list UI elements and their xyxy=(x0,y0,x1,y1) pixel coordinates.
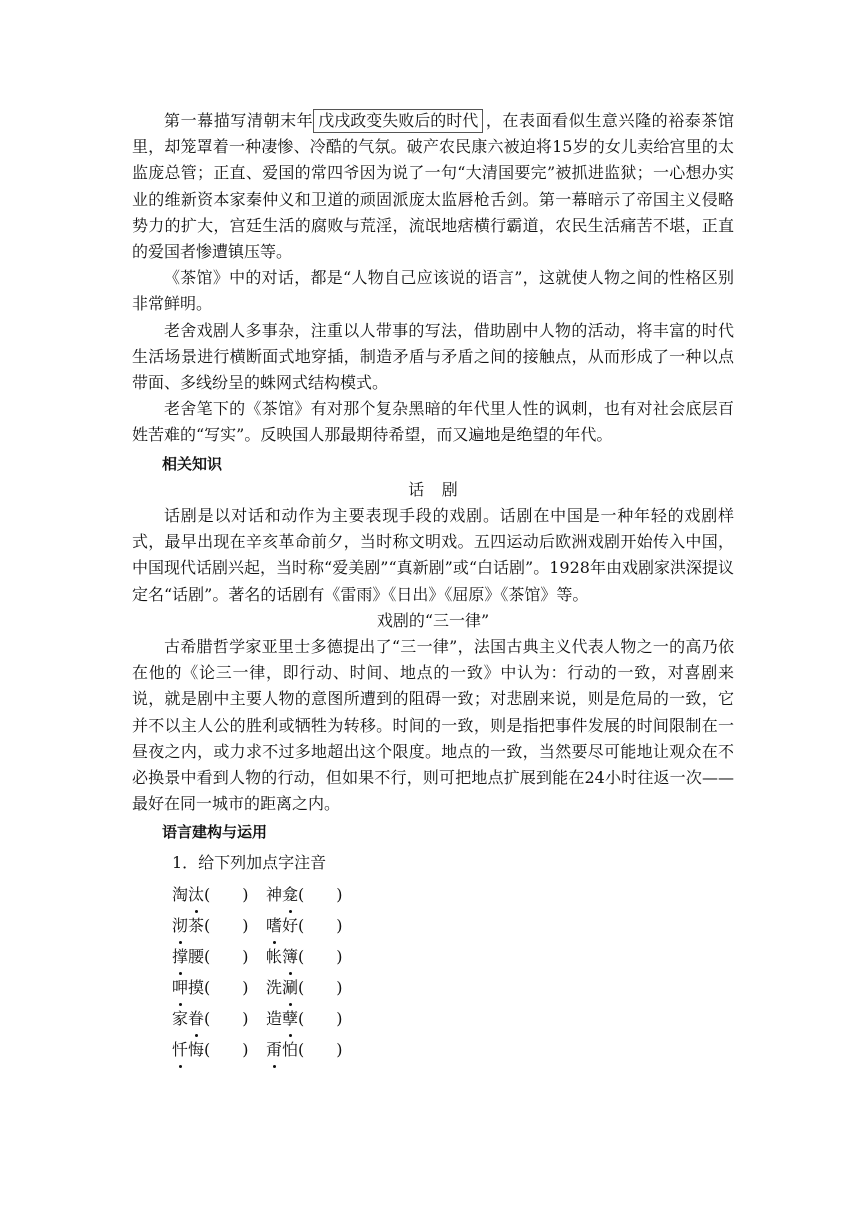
word-part: 腰 xyxy=(188,947,205,967)
pinyin-item xyxy=(266,975,360,1001)
word-part: 帐 xyxy=(266,947,283,967)
language-exercise-heading: 语言建构与运用 xyxy=(162,823,268,842)
pinyin-row xyxy=(172,1004,734,1035)
pinyin-item xyxy=(172,882,266,908)
dotted-character: 涮 xyxy=(282,975,298,1001)
boxed-phrase: 戊戌政变失败后的时代 xyxy=(313,109,483,133)
drama-title: 话剧 xyxy=(408,479,476,499)
question-one: 1．给下列加点字注音 xyxy=(172,852,327,872)
word-part: 怕 xyxy=(282,1040,299,1060)
word-part: 造 xyxy=(266,1009,283,1029)
drama-paragraph: 话剧是以对话和动作为主要表现手段的戏剧。话剧在中国是一种年轻的戏剧样式，最早出现在辛亥革命前夕，当时称文明戏。五四运动后欧洲戏剧开始传入中国，中国现代话剧兴起，当时称“爱美剧”“真新剧”或“白话剧”。1928年由戏剧家洪深提议定名“话剧”。著名的话剧有《雷雨》《日出》《屈原》《茶馆》等。 xyxy=(132,506,734,604)
dotted-character: 孽 xyxy=(282,1006,298,1032)
pinyin-item xyxy=(266,1006,360,1032)
pinyin-item xyxy=(266,944,360,970)
answer-blank[interactable]: ( ) xyxy=(298,1009,343,1029)
answer-blank[interactable]: ( ) xyxy=(204,978,249,998)
pinyin-item xyxy=(266,1037,360,1063)
word-part: 悔 xyxy=(188,1040,205,1060)
answer-blank[interactable]: ( ) xyxy=(298,978,343,998)
pinyin-row xyxy=(172,1035,734,1066)
answer-blank[interactable]: ( ) xyxy=(298,885,343,905)
dotted-character: 撑 xyxy=(172,944,188,970)
three-unities-paragraph: 古希腊哲学家亚里士多德提出了“三一律”，法国古典主义代表人物之一的高乃依在他的《论三一律，即行动、时间、地点的一致》中认为：行动的一致，对喜剧来说，就是剧中主要人物的意图所遭到的阻碍一致；对悲剧来说，则是危局的一致，它并不以主人公的胜利或牺牲为转移。时间的一致，则是指把事件发展的时间限制在一昼夜之内，或力求不过多地超出这个限度。地点的一致，当然要尽可能地让观众在不必换景中看到人物的行动，但如果不行，则可把地点扩展到能在24小时往返一次——最好在同一城市的距离之内。 xyxy=(132,637,734,814)
dotted-character: 眷 xyxy=(188,1006,204,1032)
three-unities-title: 戏剧的“三一律” xyxy=(376,610,490,630)
pinyin-row xyxy=(172,880,734,911)
word-part: 洗 xyxy=(266,978,283,998)
paragraph-satire: 老舍笔下的《茶馆》有对那个复杂黑暗的年代里人性的讽刺，也有对社会底层百姓苦难的“写实”。反映国人那最期待希望，而又遍地是绝望的年代。 xyxy=(132,399,734,445)
dotted-character: 汰 xyxy=(188,882,204,908)
related-knowledge-heading: 相关知识 xyxy=(162,454,223,473)
paragraph-act-one xyxy=(132,108,734,265)
dotted-character: 嗜 xyxy=(266,913,282,939)
dotted-character: 簿 xyxy=(282,944,298,970)
pinyin-row xyxy=(172,942,734,973)
dotted-character: 甭 xyxy=(266,1037,282,1063)
pinyin-row xyxy=(172,973,734,1004)
pinyin-item xyxy=(172,975,266,1001)
pinyin-item xyxy=(266,913,360,939)
paragraph-structure: 老舍戏剧人多事杂，注重以人带事的写法，借助剧中人物的活动，将丰富的时代生活场景进行横断面式地穿插，制造矛盾与矛盾之间的接触点，从而形成了一种以点带面、多线纷呈的蛛网式结构模式。 xyxy=(132,320,734,393)
dotted-character: 忏 xyxy=(172,1037,188,1063)
pinyin-item xyxy=(172,944,266,970)
answer-blank[interactable]: ( ) xyxy=(298,947,343,967)
word-part: 家 xyxy=(172,1009,189,1029)
act-one-description: ，在表面看似生意兴隆的裕泰茶馆里，却笼罩着一种凄惨、冷酷的气氛。破产农民康六被迫将15岁的女儿卖给宫里的太监庞总管；正直、爱国的常四爷因为说了一句“大清国要完”被抓进监狱；一心想办实业的维新资本家秦仲义和卫道的顽固派庞太监唇枪舌剑。第一幕暗示了帝国主义侵略势力的扩大，宫廷生活的腐败与荒淫，流氓地痞横行霸道，农民生活痛苦不堪，正直的爱国者惨遭镇压等。 xyxy=(132,111,734,262)
dotted-character: 呷 xyxy=(172,975,188,1001)
pinyin-list xyxy=(132,880,734,1066)
answer-blank[interactable]: ( ) xyxy=(298,1040,343,1060)
act-one-intro: 第一幕描写清朝末年 xyxy=(164,111,314,130)
word-part: 淘 xyxy=(172,885,189,905)
word-part: 神 xyxy=(266,885,283,905)
pinyin-row xyxy=(172,911,734,942)
dotted-character: 沏 xyxy=(172,913,188,939)
answer-blank[interactable]: ( ) xyxy=(204,1040,249,1060)
pinyin-item xyxy=(266,882,360,908)
word-part: 摸 xyxy=(188,978,205,998)
pinyin-item xyxy=(172,1006,266,1032)
document-body xyxy=(132,108,734,1066)
dotted-character: 龛 xyxy=(282,882,298,908)
paragraph-dialogue: 《茶馆》中的对话，都是“人物自己应该说的语言”，这就使人物之间的性格区别非常鲜明。 xyxy=(132,268,734,314)
answer-blank[interactable]: ( ) xyxy=(204,885,249,905)
pinyin-item xyxy=(172,913,266,939)
word-part: 好 xyxy=(282,916,299,936)
answer-blank[interactable]: ( ) xyxy=(204,916,249,936)
word-part: 茶 xyxy=(188,916,205,936)
pinyin-item xyxy=(172,1037,266,1063)
answer-blank[interactable]: ( ) xyxy=(204,1009,249,1029)
answer-blank[interactable]: ( ) xyxy=(298,916,343,936)
answer-blank[interactable]: ( ) xyxy=(204,947,249,967)
